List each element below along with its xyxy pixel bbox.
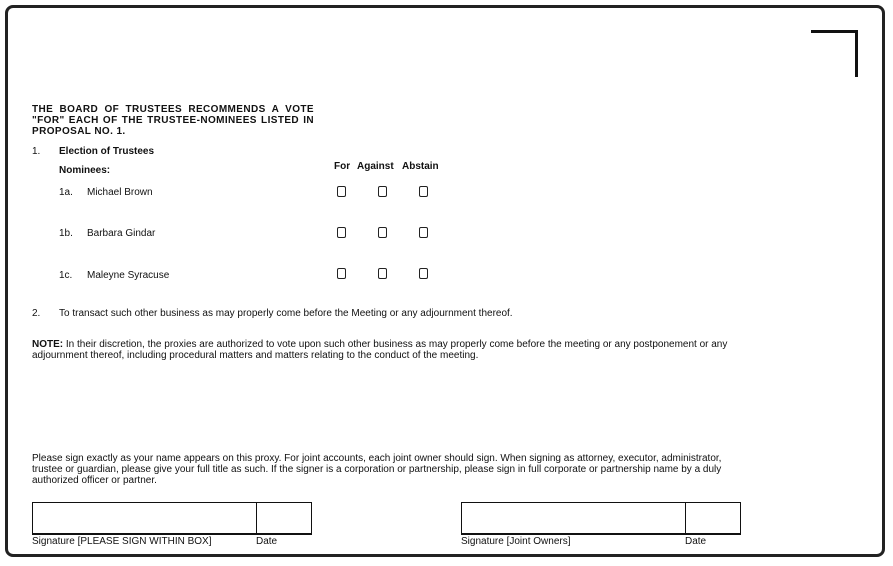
- nominee-1b-for-checkbox[interactable]: [337, 227, 346, 238]
- primary-signature-box[interactable]: [32, 502, 312, 535]
- nominee-1b-id: 1b.: [59, 228, 73, 239]
- nominees-label: Nominees:: [59, 165, 111, 176]
- board-recommendation: THE BOARD OF TRUSTEES RECOMMENDS A VOTE "FOR" EACH OF THE TRUSTEE-NOMINEES LISTED IN PROPOSAL NO. 1.: [32, 104, 314, 137]
- nominee-1c-for-checkbox[interactable]: [337, 268, 346, 279]
- nominee-1a-for-checkbox[interactable]: [337, 186, 346, 197]
- note-paragraph: [32, 339, 742, 361]
- nominee-1a-id: 1a.: [59, 187, 73, 198]
- nominee-1a-against-checkbox[interactable]: [378, 186, 387, 197]
- column-against: Against: [357, 161, 394, 172]
- proposal1-title: Election of Trustees: [59, 146, 155, 157]
- nominee-1c-name: Maleyne Syracuse: [87, 270, 170, 281]
- primary-signature-label: Signature [PLEASE SIGN WITHIN BOX]: [32, 536, 212, 547]
- joint-signature-date-divider: [685, 503, 686, 533]
- signature-date-divider: [256, 503, 257, 533]
- joint-date-label: Date: [685, 536, 707, 547]
- joint-signature-box[interactable]: [461, 502, 741, 535]
- signing-instructions: Please sign exactly as your name appears on this proxy. For joint accounts, each joint owner should sign. When signing as attorney, executor, administrator, trustee or guardian, please give your full title as such. If the signer is a corporation or partnership, please sign in full corporate or partnership name by a duly authorized officer or partner.: [32, 453, 722, 486]
- note-label: NOTE:: [32, 339, 64, 350]
- proposal2-text: To transact such other business as may properly come before the Meeting or any adjournment thereof.: [59, 308, 513, 319]
- proposal2-number: 2.: [32, 308, 41, 319]
- nominee-1a-abstain-checkbox[interactable]: [419, 186, 428, 197]
- column-for: For: [334, 161, 351, 172]
- nominee-1c-against-checkbox[interactable]: [378, 268, 387, 279]
- nominee-1c-id: 1c.: [59, 270, 73, 281]
- note-text: In their discretion, the proxies are authorized to vote upon such other business as may properly come before the meeting or any postponement or any adjournment thereof, including procedural matters and matters relating to the conduct of the meeting.: [32, 339, 728, 361]
- column-abstain: Abstain: [402, 161, 439, 172]
- proposal1-number: 1.: [32, 146, 41, 157]
- corner-registration-mark: [811, 30, 858, 77]
- primary-date-label: Date: [256, 536, 278, 547]
- nominee-1b-against-checkbox[interactable]: [378, 227, 387, 238]
- nominee-1c-abstain-checkbox[interactable]: [419, 268, 428, 279]
- nominee-1b-abstain-checkbox[interactable]: [419, 227, 428, 238]
- nominee-1a-name: Michael Brown: [87, 187, 153, 198]
- nominee-1b-name: Barbara Gindar: [87, 228, 156, 239]
- joint-signature-label: Signature [Joint Owners]: [461, 536, 571, 547]
